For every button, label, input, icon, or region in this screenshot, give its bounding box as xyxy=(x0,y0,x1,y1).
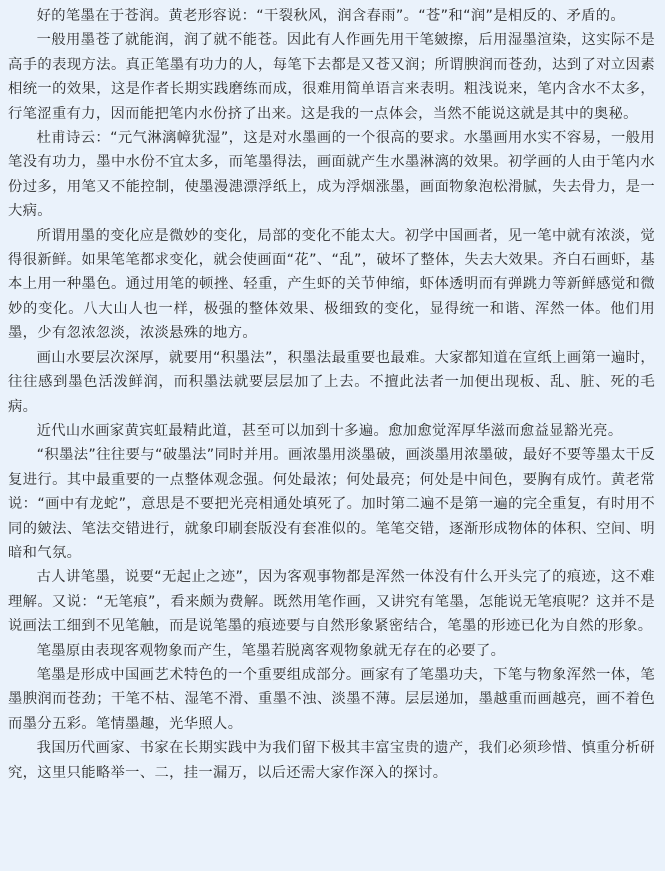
paragraph-11: 我国历代画家、书家在长期实践中为我们留下极其丰富宝贵的遗产，我们必须珍惜、慎重分析研究，这里只能略举一、二，挂一漏万，以后还需大家作深入的探讨。 xyxy=(8,740,655,781)
paragraph-10: 笔墨是形成中国画艺术特色的一个重要组成部分。画家有了笔墨功夫，下笔与物象浑然一体，笔墨腴润而苍劲；干笔不枯、湿笔不滑、重墨不浊、淡墨不薄。层层递加，墨越重而画越亮，画不着色而墨分五彩。笔情墨趣，光华照人。 xyxy=(8,666,655,732)
paragraph-4: 所谓用墨的变化应是微妙的变化，局部的变化不能太大。初学中国画者，见一笔中就有浓淡，觉得很新鲜。如果笔笔都求变化，就会使画面“花”、“乱”，破坏了整体，失去大效果。齐白石画虾，基本上用一种墨色。通过用笔的顿挫、轻重，产生虾的关节伸缩，虾体透明而有弹跳力等新鲜感觉和微妙的变化。八大山人也一样，极强的整体效果、极细致的变化，显得统一和谐、浑然一体。他们用墨，少有忽浓忽淡，浓淡悬殊的地方。 xyxy=(8,227,655,342)
paragraph-6: 近代山水画家黄宾虹最精此道，甚至可以加到十多遍。愈加愈觉浑厚华滋而愈益显豁光亮。 xyxy=(36,422,623,439)
paragraph-9: 笔墨原由表现客观物象而产生，笔墨若脱离客观物象就无存在的必要了。 xyxy=(36,642,506,659)
paragraph-7: “积墨法”往往要与“破墨法”同时并用。画浓墨用淡墨破，画淡墨用浓墨破，最好不要等墨太干反复进行。其中最重要的一点整体观念强。何处最浓；何处最亮；何处是中间色，要胸有成竹。黄老常说：“画中有龙蛇”，意思是不要把光亮相通处填死了。加时第二遍不是第一遍的完全重复，有时用不同的皴法、笔法交错进行，就象印刷套版没有套准似的。笔笔交错，逐渐形成物体的体积、空间、明暗和气氛。 xyxy=(8,447,655,561)
paragraph-1: 好的笔墨在于苍润。黄老形容说：“干裂秋风，润含春雨”。“苍”和“润”是相反的、矛盾的。 xyxy=(36,8,626,24)
paragraph-2: 一般用墨苍了就能润，润了就不能苍。因此有人作画先用干笔皴擦，后用湿墨渲染，这实际不是高手的表现方法。真正笔墨有功力的人，每笔下去都是又苍又润；所谓腴润而苍劲，达到了对立因素相统一的效果，这是作者长期实践磨练而成，很难用简单语言来表明。粗浅说来，笔内含水不太多，行笔涩重有力，因而能把笔内水份挤了出来。这是我的一点体会，当然不能说这就是其中的奥秘。 xyxy=(8,32,655,122)
paragraph-5: 画山水要层次深厚，就要用“积墨法”，积墨法最重要也最难。大家都知道在宣纸上画第一遍时，往往感到墨色活泼鲜润，而积墨法就要层层加了上去。不擅此法者一加便出现板、乱、脏、死的毛病。 xyxy=(8,349,655,415)
paragraph-3: 杜甫诗云：“元气淋漓幛犹湿”，这是对水墨画的一个很高的要求。水墨画用水实不容易，一般用笔没有功力，墨中水份不宜太多，而笔墨得法，画面就产生水墨淋漓的效果。初学画的人由于笔内水份过多，用笔又不能控制，使墨漫漶漂浮纸上，成为浮烟涨墨，画面物象泡松滑腻，失去骨力，是一大病。 xyxy=(8,130,655,220)
paragraph-8: 古人讲笔墨，说要“无起止之迹”，因为客观事物都是浑然一体没有什么开头完了的痕迹，这不难理解。又说：“无笔痕”，看来颇为费解。既然用笔作画，又讲究有笔墨，怎能说无笔痕呢？这并不是说画法工细到不见笔触，而是说笔墨的痕迹要与自然形象紧密结合，笔墨的形迹已化为自然的形象。 xyxy=(8,569,655,635)
